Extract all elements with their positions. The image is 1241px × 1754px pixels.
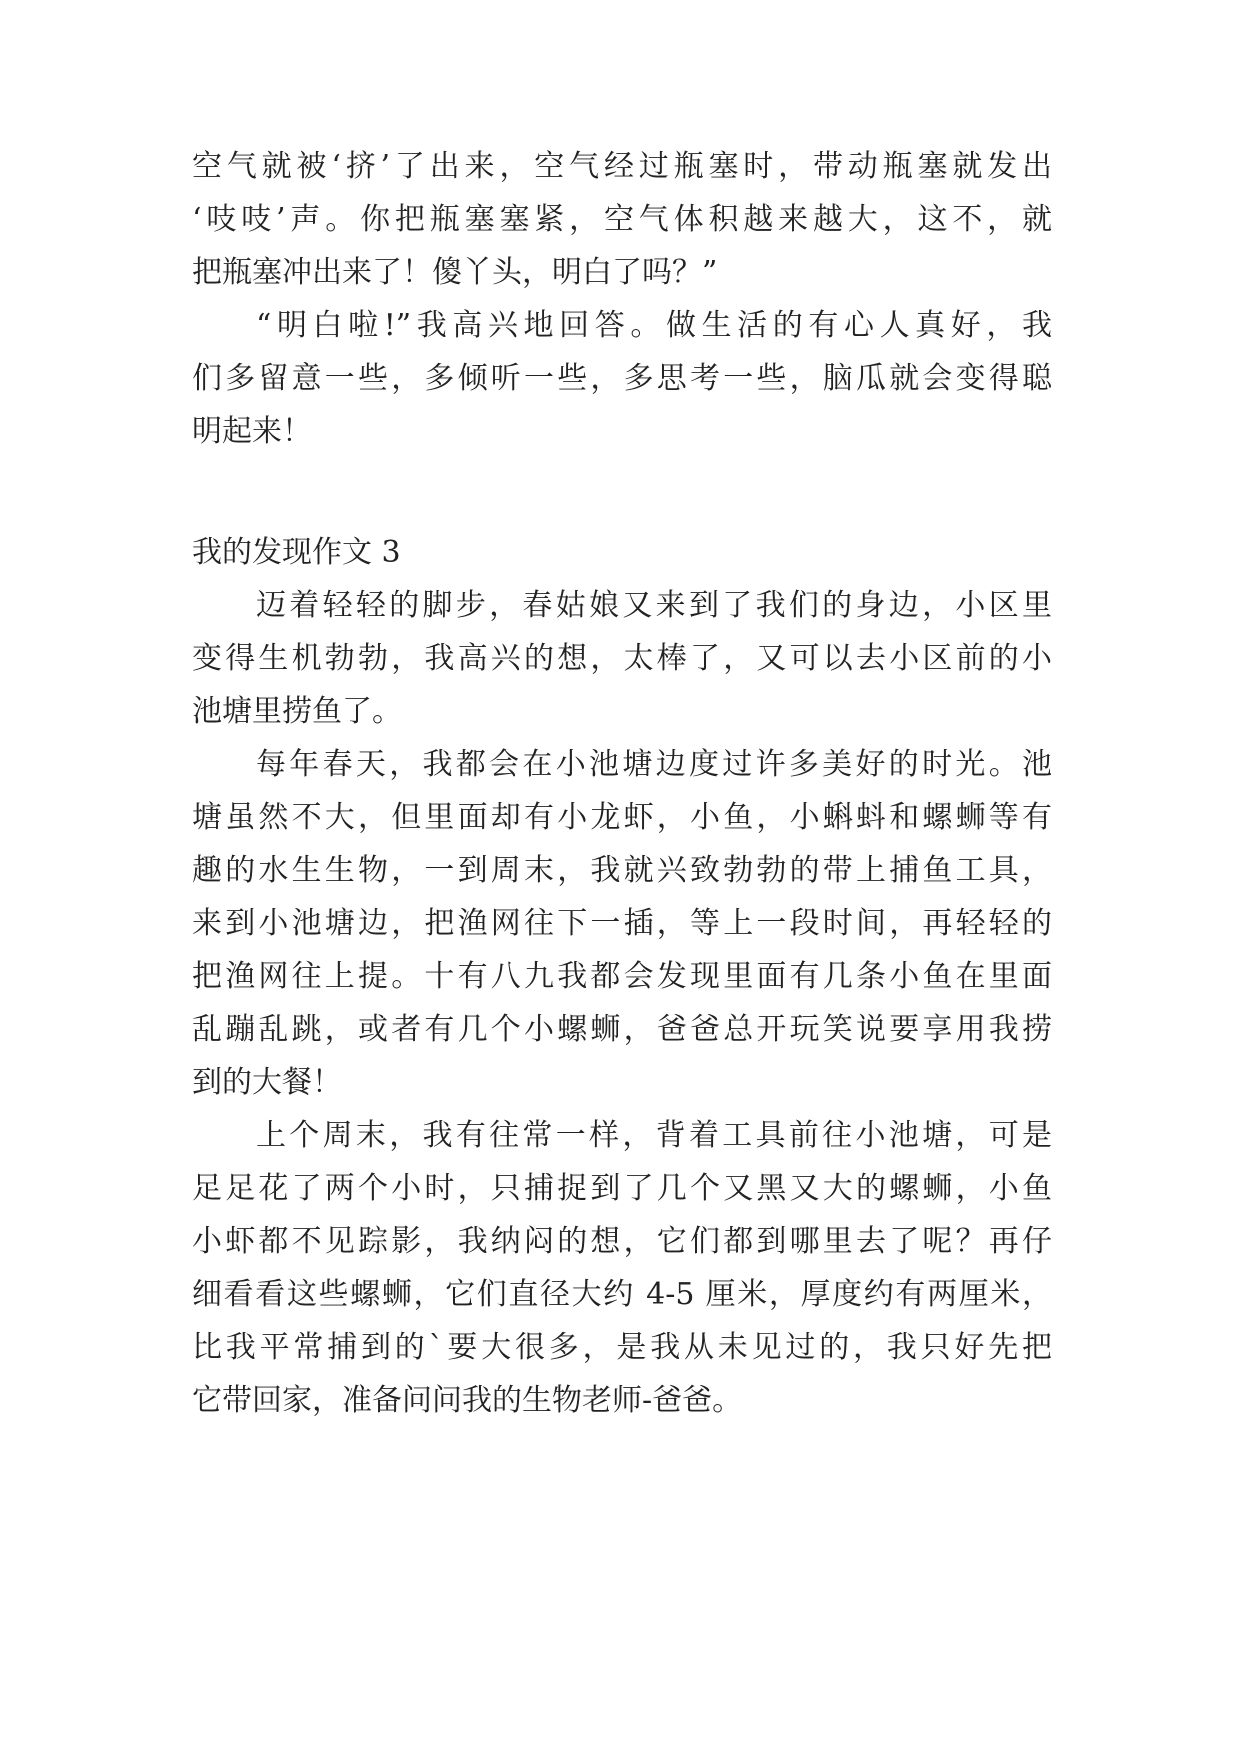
text-line: 迈着轻轻的脚步，春姑娘又来到了我们的身边，小区里 — [256, 588, 1052, 623]
text-line: 细看看这些螺蛳，它们直径大约 4-5 厘米，厚度约有两厘米， — [192, 1277, 1052, 1312]
text-line: 来到小池塘边，把渔网往下一插，等上一段时间，再轻轻的 — [192, 906, 1052, 941]
text-line: 它带回家，准备问问我的生物老师-爸爸。 — [192, 1383, 743, 1418]
text-line: 塘虽然不大，但里面却有小龙虾，小鱼，小蝌蚪和螺蛳等有 — [192, 800, 1052, 835]
text-line: 们多留意一些，多倾听一些，多思考一些，脑瓜就会变得聪 — [192, 361, 1052, 396]
text-line: 把瓶塞冲出来了！傻丫头，明白了吗？” — [192, 255, 718, 290]
text-line: 把渔网往上提。十有八九我都会发现里面有几条小鱼在里面 — [192, 959, 1052, 994]
text-line: 乱蹦乱跳，或者有几个小螺蛳，爸爸总开玩笑说要享用我捞 — [192, 1012, 1052, 1047]
text-line: 足足花了两个小时，只捕捉到了几个又黑又大的螺蛳，小鱼 — [192, 1171, 1052, 1206]
text-line: “明白啦!”我高兴地回答。做生活的有心人真好，我 — [256, 308, 1052, 343]
text-line: 小虾都不见踪影，我纳闷的想，它们都到哪里去了呢？再仔 — [192, 1224, 1052, 1259]
text-line: ‘吱吱’声。你把瓶塞塞紧，空气体积越来越大，这不，就 — [192, 202, 1052, 237]
text-line: 比我平常捕到的`要大很多，是我从未见过的，我只好先把 — [192, 1330, 1052, 1365]
text-line: 到的大餐！ — [192, 1065, 342, 1100]
section-title: 我的发现作文 3 — [192, 535, 401, 570]
text-line: 池塘里捞鱼了。 — [192, 694, 402, 729]
text-line: 空气就被‘挤’了出来，空气经过瓶塞时，带动瓶塞就发出 — [192, 149, 1052, 184]
text-line: 趣的水生生物，一到周末，我就兴致勃勃的带上捕鱼工具， — [192, 853, 1052, 888]
text-line: 变得生机勃勃，我高兴的想，太棒了，又可以去小区前的小 — [192, 641, 1052, 676]
text-line: 明起来！ — [192, 414, 312, 449]
text-line: 每年春天，我都会在小池塘边度过许多美好的时光。池 — [256, 747, 1052, 782]
text-line: 上个周末，我有往常一样，背着工具前往小池塘，可是 — [256, 1118, 1052, 1153]
